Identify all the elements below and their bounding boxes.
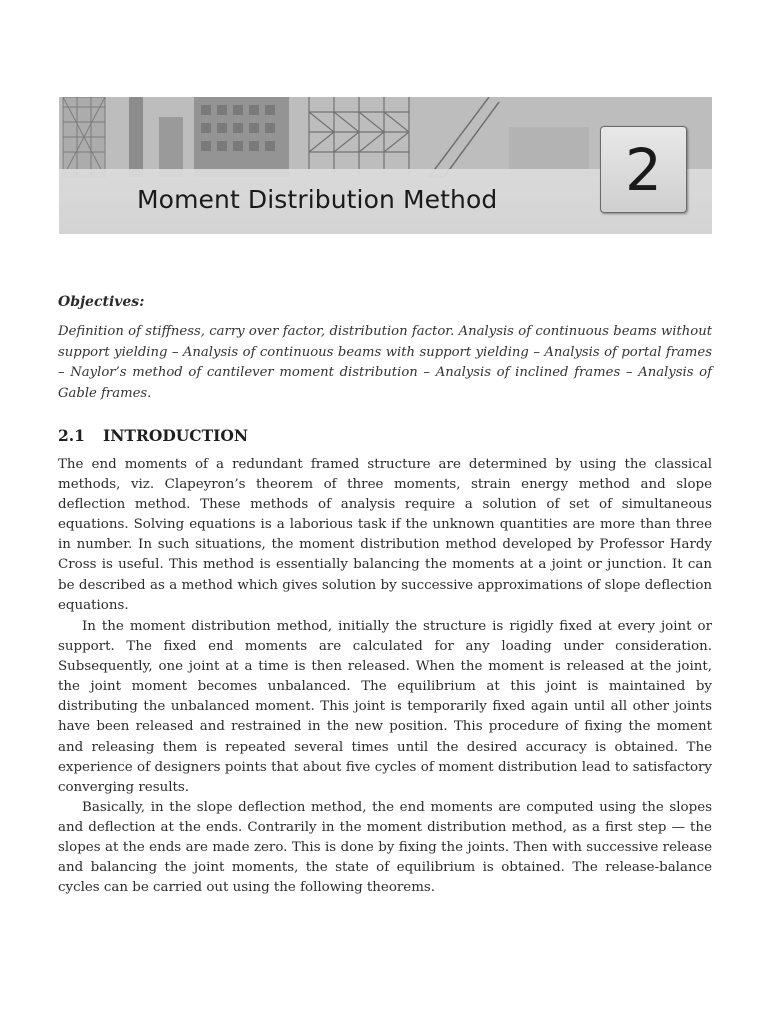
chapter-number: 2 <box>625 135 662 204</box>
paragraph: In the moment distribution method, initially the structure is rigidly fixed at every joint or support. The fixed end moments are calculated for any loading under consideration. Subsequently, one joint at a time is then released. When the moment is released at the joint, the joint moment becomes unbalanced. The equilibrium at this joint is maintained by distributing the unbalanced moment. This joint is temporarily fixed again until all other joints have been released and restrained in the new position. This procedure of fixing the moment and releasing them is repeated several times until the desired accuracy is obtained. The experience of designers points that about five cycles of moment distribution lead to satisfactory converging results. <box>58 619 712 795</box>
objectives-heading: Objectives: <box>58 294 145 310</box>
paragraph: Basically, in the slope deflection method, the end moments are computed using the slopes and deflection at the ends. Contrarily in the moment distribution method, as a first step — the slopes at the ends are made zero. This is done by fixing the joints. Then with successive release and balancing the joint moments, the state of equilibrium is obtained. The release-balance cycles can be carried out using the following theorems. <box>58 800 712 896</box>
section-heading <box>58 426 248 445</box>
section-title: INTRODUCTION <box>103 426 249 445</box>
section-number: 2.1 <box>58 426 85 445</box>
objectives-text: Definition of stiffness, carry over factor, distribution factor. Analysis of continuous beams without support yielding – Analysis of continuous beams with support yielding – Analysis of portal frames – Naylor’s method of cantilever moment distribution – Analysis of inclined frames – Analysis of Gable frames. <box>58 324 712 402</box>
chapter-number-box <box>600 126 687 213</box>
paragraph: The end moments of a redundant framed structure are determined by using the classical methods, viz. Clapeyron’s theorem of three moments, strain energy method and slope deflection method. These methods of analysis require a solution of set of simultaneous equations. Solving equations is a laborious task if the unknown quantities are more than three in number. In such situations, the moment distribution method developed by Professor Hardy Cross is useful. This method is essentially balancing the moments at a joint or junction. It can be described as a method which gives solution by successive approximations of slope deflection equations. <box>58 457 712 613</box>
chapter-banner <box>59 97 712 234</box>
chapter-title: Moment Distribution Method <box>137 185 498 214</box>
